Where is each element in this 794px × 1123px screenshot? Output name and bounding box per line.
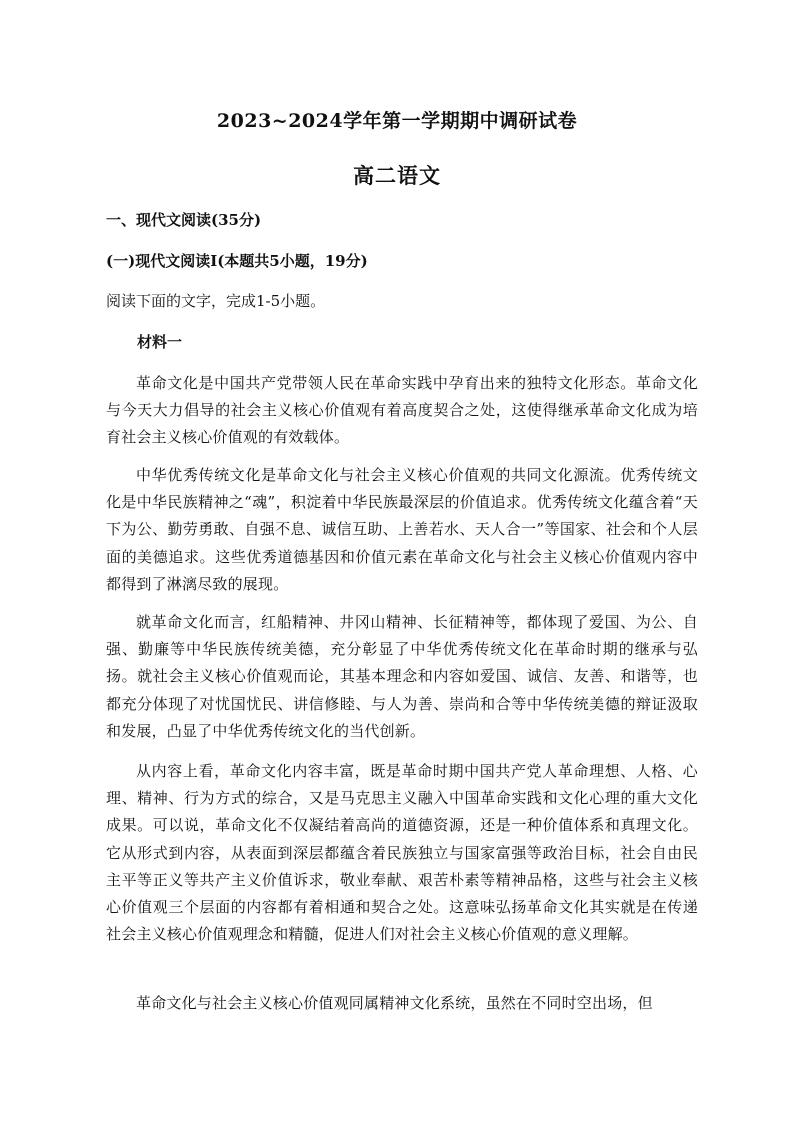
exam-title: 2023~2024学年第一学期期中调研试卷 (216, 110, 578, 132)
reading-instruction: 阅读下面的文字，完成1-5小题。 (106, 292, 326, 310)
passage-paragraph-4: 从内容上看，革命文化内容丰富，既是革命时期中国共产党人革命理想、人格、心理、精神、行为方式的综合，又是马克思主义融入中国革命实践和文化心理的重大文化成果。可以说，革命文化不仅凝结着高尚的道德资源，还是一种价值体系和真理文化。它从形式到内容，从表面到深层都蕴含着民族独立与国家富强等政治目标，社会自由民主平等正义等共产主义价值诉求，敬业奉献、艰苦朴素等精神品格，这些与社会主义核心价值观三个层面的内容都有着相通和契合之处。这意味弘扬革命文化其实就是在传递社会主义核心价值观理念和精髓，促进人们对社会主义核心价值观的意义理解。 (106, 762, 698, 944)
passage-paragraph-2: 中华优秀传统文化是革命文化与社会主义核心价值观的共同文化源流。优秀传统文化是中华民族精神之“魂”，积淀着中华民族最深层的价值追求。优秀传统文化蕴含着“天下为公、勤劳勇敢、自强不息、诚信互助、上善若水、天人合一”等国家、社会和个人层面的美德追求。这些优秀道德基因和价值元素在革命文化与社会主义核心价值观内容中都得到了淋漓尽致的展现。 (106, 466, 698, 593)
subject-title: 高二语文 (353, 163, 441, 188)
passage-paragraph-1: 革命文化是中国共产党带领人民在革命实践中孕育出来的独特文化形态。革命文化与今天大力倡导的社会主义核心价值观有着高度契合之处，这使得继承革命文化成为培育社会主义核心价值观的有效载体。 (106, 374, 698, 447)
section-heading: 一、现代文阅读(35分) (106, 211, 262, 229)
subsection-heading: (一)现代文阅读Ⅰ(本题共5小题，19分) (106, 252, 368, 270)
passage-paragraph-5: 革命文化与社会主义核心价值观同属精神文化系统，虽然在不同时空出场，但 (136, 994, 653, 1012)
material-label: 材料一 (137, 333, 183, 351)
passage-paragraph-3: 就革命文化而言，红船精神、井冈山精神、长征精神等，都体现了爱国、为公、自强、勤廉等中华民族传统美德，充分彰显了中华优秀传统文化在革命时期的继承与弘扬。就社会主义核心价值观而论，其基本理念和内容如爱国、诚信、友善、和谐等，也都充分体现了对忧国忧民、讲信修睦、与人为善、崇尚和合等中华传统美德的辩证汲取和发展，凸显了中华优秀传统文化的当代创新。 (106, 613, 698, 740)
